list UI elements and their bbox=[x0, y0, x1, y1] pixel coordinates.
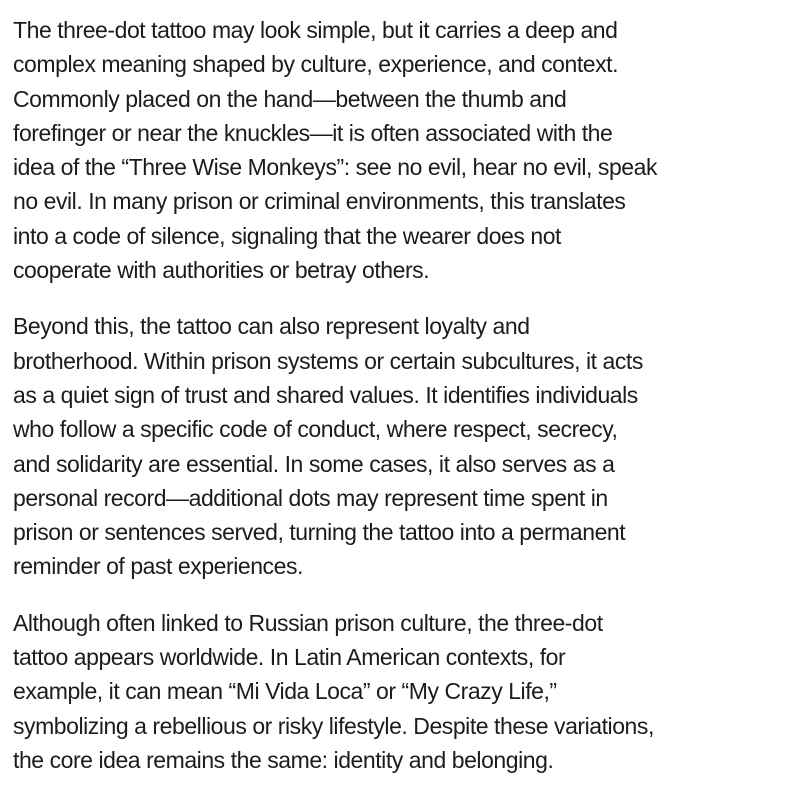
paragraph-worldwide bbox=[13, 606, 798, 777]
text-line: who follow a specific code of conduct, where respect, secrecy, bbox=[13, 416, 618, 443]
text-line: tattoo appears worldwide. In Latin American contexts, for bbox=[13, 644, 566, 671]
text-line: Although often linked to Russian prison culture, the three-dot bbox=[13, 609, 603, 636]
text-line: reminder of past experiences. bbox=[13, 553, 303, 580]
paragraph-meaning bbox=[13, 13, 798, 287]
text-line: no evil. In many prison or criminal environments, this translates bbox=[13, 188, 626, 215]
text-line: and solidarity are essential. In some cases, it also serves as a bbox=[13, 450, 615, 477]
text-line: the core idea remains the same: identity and belonging. bbox=[13, 746, 554, 773]
paragraph-loyalty bbox=[13, 309, 798, 583]
text-line: example, it can mean “Mi Vida Loca” or “My Crazy Life,” bbox=[13, 678, 557, 705]
text-line: brotherhood. Within prison systems or certain subcultures, it acts bbox=[13, 347, 643, 374]
text-line: into a code of silence, signaling that the wearer does not bbox=[13, 222, 561, 249]
text-line: as a quiet sign of trust and shared values. It identifies individuals bbox=[13, 381, 638, 408]
text-line: Commonly placed on the hand—between the thumb and bbox=[13, 85, 567, 112]
text-line: The three-dot tattoo may look simple, but it carries a deep and bbox=[13, 17, 618, 43]
text-line: forefinger or near the knuckles—it is often associated with the bbox=[13, 119, 613, 146]
text-line: prison or sentences served, turning the tattoo into a permanent bbox=[13, 519, 626, 546]
text-line: personal record—additional dots may represent time spent in bbox=[13, 484, 608, 511]
text-line: symbolizing a rebellious or risky lifestyle. Despite these variations, bbox=[13, 712, 654, 739]
text-line: idea of the “Three Wise Monkeys”: see no evil, hear no evil, speak bbox=[13, 154, 658, 181]
text-line: Beyond this, the tattoo can also represent loyalty and bbox=[13, 313, 530, 340]
text-line: complex meaning shaped by culture, experience, and context. bbox=[13, 51, 619, 78]
text-line: cooperate with authorities or betray others. bbox=[13, 257, 430, 284]
